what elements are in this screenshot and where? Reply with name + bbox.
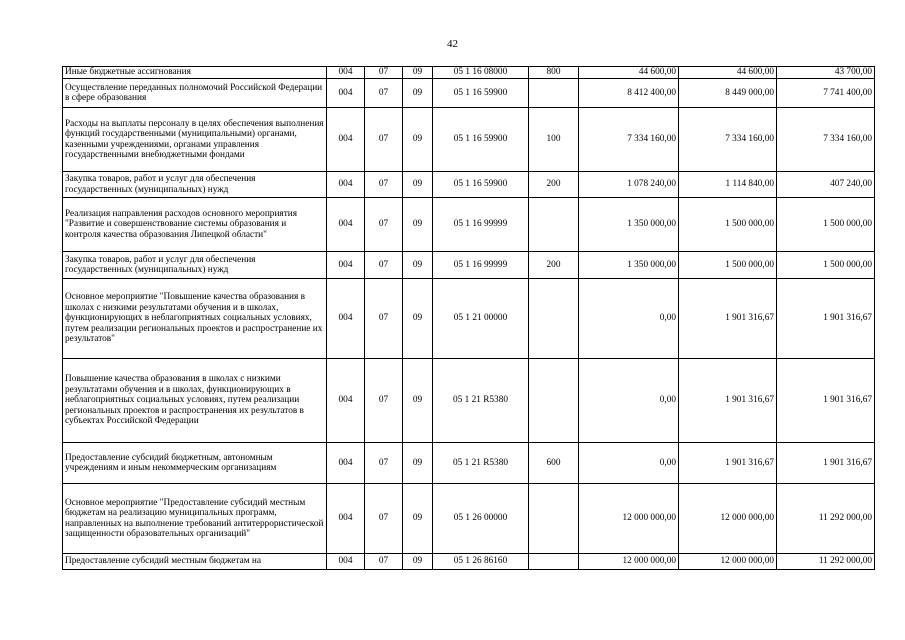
cell-description: Закупка товаров, работ и услуг для обеспечения государственных (муниципальных) нужд bbox=[63, 252, 327, 279]
table-row bbox=[63, 279, 875, 359]
cell-pr: 09 bbox=[403, 67, 433, 79]
table-row bbox=[63, 79, 875, 108]
cell-value-1: 1 350 000,00 bbox=[579, 252, 679, 279]
cell-value-2: 1 901 316,67 bbox=[679, 443, 777, 484]
table-row bbox=[63, 484, 875, 554]
cell-value-3: 407 240,00 bbox=[777, 172, 875, 198]
cell-value-3: 7 741 400,00 bbox=[777, 79, 875, 108]
cell-rz: 07 bbox=[365, 172, 403, 198]
cell-description: Предоставление субсидий местным бюджетам на bbox=[63, 554, 327, 570]
cell-ved: 004 bbox=[327, 79, 365, 108]
cell-vr bbox=[529, 79, 579, 108]
cell-vr bbox=[529, 554, 579, 570]
cell-rz: 07 bbox=[365, 279, 403, 359]
cell-value-1: 0,00 bbox=[579, 443, 679, 484]
cell-vr: 600 bbox=[529, 443, 579, 484]
table-body bbox=[63, 67, 875, 570]
table-row bbox=[63, 554, 875, 570]
cell-description: Закупка товаров, работ и услуг для обеспечения государственных (муниципальных) нужд bbox=[63, 172, 327, 198]
cell-value-3: 43 700,00 bbox=[777, 67, 875, 79]
cell-value-1: 0,00 bbox=[579, 359, 679, 443]
cell-ved: 004 bbox=[327, 198, 365, 252]
cell-value-2: 1 901 316,67 bbox=[679, 359, 777, 443]
cell-value-2: 1 901 316,67 bbox=[679, 279, 777, 359]
cell-ved: 004 bbox=[327, 252, 365, 279]
cell-ved: 004 bbox=[327, 359, 365, 443]
cell-value-3: 11 292 000,00 bbox=[777, 484, 875, 554]
cell-value-3: 1 901 316,67 bbox=[777, 443, 875, 484]
cell-rz: 07 bbox=[365, 359, 403, 443]
cell-csr: 05 1 16 99999 bbox=[433, 252, 529, 279]
table-row bbox=[63, 108, 875, 172]
cell-pr: 09 bbox=[403, 554, 433, 570]
cell-description: Основное мероприятие "Предоставление субсидий местным бюджетам на реализацию муниципальных программ, направленных на выполнение требований антитеррористической защищенности образовательных организаций" bbox=[63, 484, 327, 554]
cell-csr: 05 1 21 00000 bbox=[433, 279, 529, 359]
cell-value-3: 1 901 316,67 bbox=[777, 359, 875, 443]
cell-pr: 09 bbox=[403, 252, 433, 279]
table-row bbox=[63, 172, 875, 198]
cell-pr: 09 bbox=[403, 359, 433, 443]
cell-vr: 200 bbox=[529, 172, 579, 198]
cell-csr: 05 1 16 59900 bbox=[433, 108, 529, 172]
cell-csr: 05 1 21 R5380 bbox=[433, 443, 529, 484]
cell-description: Расходы на выплаты персоналу в целях обеспечения выполнения функций государственными (муниципальными) органами, казенными учреждениями, органами управления государственными внебюджетными фондами bbox=[63, 108, 327, 172]
cell-value-1: 12 000 000,00 bbox=[579, 484, 679, 554]
cell-value-1: 12 000 000,00 bbox=[579, 554, 679, 570]
cell-value-2: 1 500 000,00 bbox=[679, 198, 777, 252]
cell-value-1: 1 350 000,00 bbox=[579, 198, 679, 252]
cell-rz: 07 bbox=[365, 554, 403, 570]
cell-ved: 004 bbox=[327, 67, 365, 79]
cell-vr: 200 bbox=[529, 252, 579, 279]
cell-ved: 004 bbox=[327, 279, 365, 359]
cell-ved: 004 bbox=[327, 554, 365, 570]
cell-rz: 07 bbox=[365, 443, 403, 484]
cell-pr: 09 bbox=[403, 198, 433, 252]
cell-description: Иные бюджетные ассигнования bbox=[63, 67, 327, 79]
cell-value-2: 7 334 160,00 bbox=[679, 108, 777, 172]
cell-rz: 07 bbox=[365, 79, 403, 108]
cell-value-2: 44 600,00 bbox=[679, 67, 777, 79]
cell-csr: 05 1 26 00000 bbox=[433, 484, 529, 554]
table-row bbox=[63, 198, 875, 252]
cell-value-1: 1 078 240,00 bbox=[579, 172, 679, 198]
cell-vr bbox=[529, 359, 579, 443]
cell-value-3: 1 500 000,00 bbox=[777, 198, 875, 252]
table-row bbox=[63, 443, 875, 484]
budget-table bbox=[62, 66, 875, 570]
cell-value-3: 1 500 000,00 bbox=[777, 252, 875, 279]
cell-ved: 004 bbox=[327, 172, 365, 198]
cell-rz: 07 bbox=[365, 108, 403, 172]
cell-value-1: 7 334 160,00 bbox=[579, 108, 679, 172]
cell-value-2: 8 449 000,00 bbox=[679, 79, 777, 108]
table-row bbox=[63, 252, 875, 279]
cell-description: Предоставление субсидий бюджетным, автономным учреждениям и иным некоммерческим организациям bbox=[63, 443, 327, 484]
cell-rz: 07 bbox=[365, 198, 403, 252]
cell-description: Реализация направления расходов основного мероприятия "Развитие и совершенствование системы образования и контроля качества образования Липецкой области" bbox=[63, 198, 327, 252]
cell-vr: 800 bbox=[529, 67, 579, 79]
cell-rz: 07 bbox=[365, 484, 403, 554]
cell-value-2: 12 000 000,00 bbox=[679, 554, 777, 570]
cell-vr: 100 bbox=[529, 108, 579, 172]
cell-value-2: 1 114 840,00 bbox=[679, 172, 777, 198]
cell-rz: 07 bbox=[365, 252, 403, 279]
cell-csr: 05 1 16 99999 bbox=[433, 198, 529, 252]
cell-description: Основное мероприятие "Повышение качества образования в школах с низкими результатами обучения и в школах, функционирующих в неблагоприятных социальных условиях, путем реализации региональных проектов и распространение их результатов" bbox=[63, 279, 327, 359]
cell-description: Осуществление переданных полномочий Российской Федерации в сфере образования bbox=[63, 79, 327, 108]
cell-pr: 09 bbox=[403, 484, 433, 554]
cell-pr: 09 bbox=[403, 108, 433, 172]
cell-ved: 004 bbox=[327, 108, 365, 172]
cell-value-3: 1 901 316,67 bbox=[777, 279, 875, 359]
cell-vr bbox=[529, 484, 579, 554]
cell-csr: 05 1 21 R5380 bbox=[433, 359, 529, 443]
cell-value-1: 44 600,00 bbox=[579, 67, 679, 79]
cell-ved: 004 bbox=[327, 443, 365, 484]
cell-csr: 05 1 16 59900 bbox=[433, 79, 529, 108]
cell-value-1: 8 412 400,00 bbox=[579, 79, 679, 108]
cell-pr: 09 bbox=[403, 443, 433, 484]
cell-pr: 09 bbox=[403, 279, 433, 359]
table-row bbox=[63, 359, 875, 443]
cell-rz: 07 bbox=[365, 67, 403, 79]
cell-vr bbox=[529, 279, 579, 359]
table-row bbox=[63, 67, 875, 79]
cell-csr: 05 1 16 08000 bbox=[433, 67, 529, 79]
cell-pr: 09 bbox=[403, 172, 433, 198]
cell-ved: 004 bbox=[327, 484, 365, 554]
cell-csr: 05 1 16 59900 bbox=[433, 172, 529, 198]
cell-value-3: 11 292 000,00 bbox=[777, 554, 875, 570]
cell-value-2: 12 000 000,00 bbox=[679, 484, 777, 554]
page-number: 42 bbox=[447, 38, 458, 50]
cell-csr: 05 1 26 86160 bbox=[433, 554, 529, 570]
cell-vr bbox=[529, 198, 579, 252]
cell-value-1: 0,00 bbox=[579, 279, 679, 359]
cell-value-3: 7 334 160,00 bbox=[777, 108, 875, 172]
cell-pr: 09 bbox=[403, 79, 433, 108]
cell-description: Повышение качества образования в школах с низкими результатами обучения и в школах, функционирующих в неблагоприятных социальных условиях, путем реализации региональных проектов и распространения их результатов в субъектах Российской Федерации bbox=[63, 359, 327, 443]
cell-value-2: 1 500 000,00 bbox=[679, 252, 777, 279]
